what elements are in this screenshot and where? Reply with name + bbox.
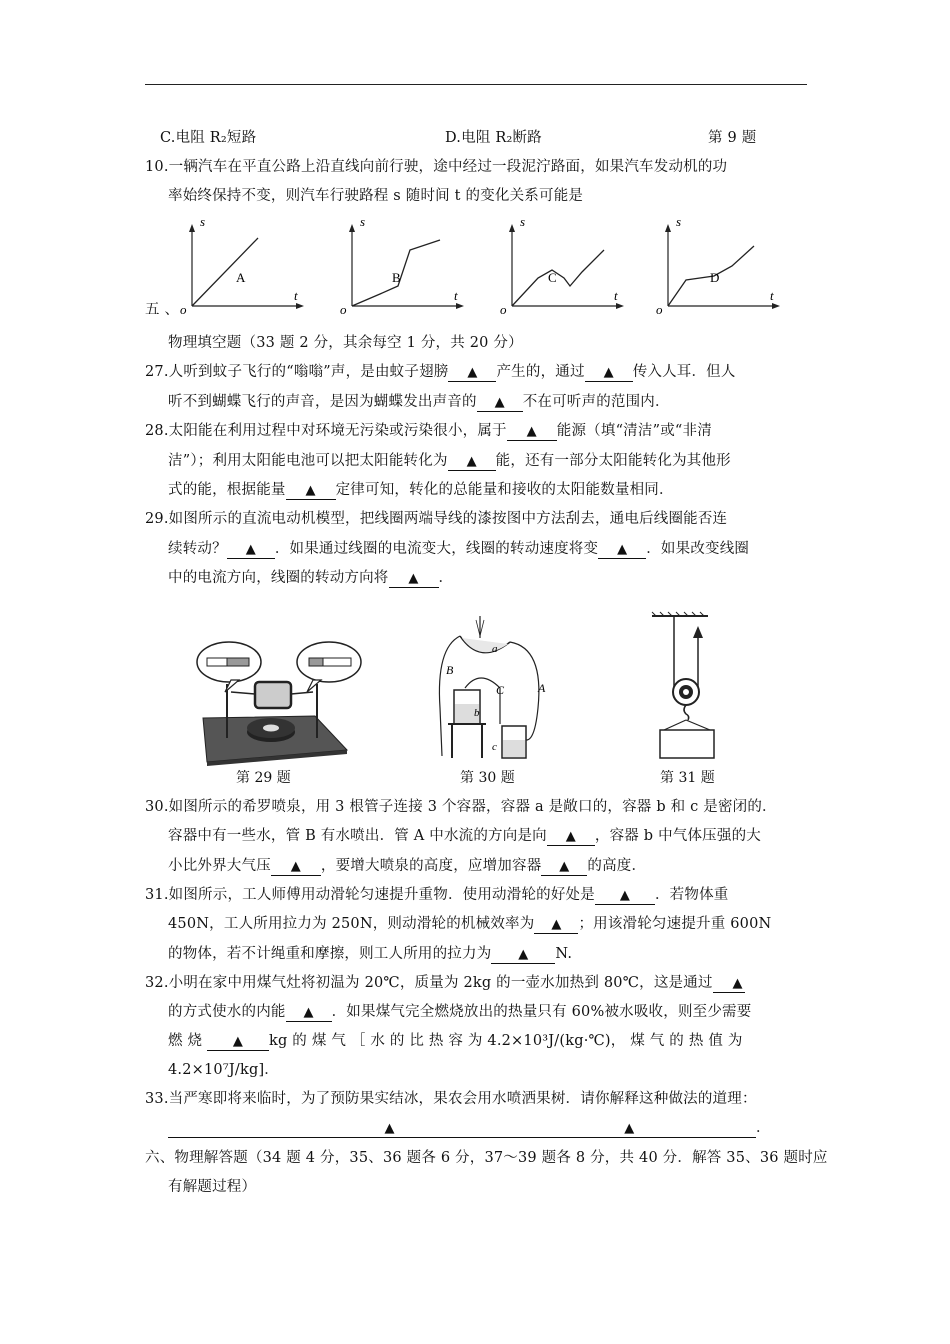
q33-line1: 33.当严寒即将来临时，为了预防果实结冰，果农会用水喷洒果树．请你解释这种做法的道理： [145, 1091, 757, 1107]
q30-line1: 30.如图所示的希罗喷泉，用 3 根管子连接 3 个容器，容器 a 是敞口的，容器 b 和 c 是密闭的． [145, 799, 777, 815]
fig30-label-c: c [492, 741, 497, 753]
q9-figure-label: 第 9 题 [708, 130, 757, 146]
q29-line1: 29.如图所示的直流电动机模型，把线圈两端导线的漆按图中方法刮去，通电后线圈能否连 [145, 511, 728, 527]
answer-blank: ▲ [303, 1005, 314, 1020]
q28-line1: 28.太阳能在利用过程中对环境无污染或污染很小，属于 ▲ 能源（填“清洁”或“非清 [145, 423, 712, 439]
answer-blank: ▲ [466, 454, 477, 469]
graph-origin-label: o [500, 302, 507, 317]
graph-y-label: s [200, 214, 206, 229]
q10-line1: 10.一辆汽车在平直公路上沿直线向前行驶，途中经过一段泥泞路面，如果汽车发动机的功 [145, 159, 728, 175]
answer-blank: ▲ [603, 365, 614, 380]
graph-x-label: t [614, 288, 618, 303]
answer-blank: ▲ [384, 1121, 395, 1136]
section6-line2: 有解题过程） [168, 1179, 257, 1195]
q28-line3: 式的能，根据能量 ▲ 定律可知，转化的总能量和接收的太阳能数量相同． [168, 482, 674, 498]
fig30-label-b: b [474, 707, 480, 719]
q28-line2: 洁”）；利用太阳能电池可以把太阳能转化为 ▲ 能，还有一部分太阳能转化为其他形 [168, 453, 731, 469]
graph-y-arrow [349, 224, 355, 232]
answer-blank: ▲ [619, 888, 631, 903]
graph-x-arrow [296, 303, 304, 309]
fig30-label-B: B [446, 663, 454, 677]
graph-origin-label: o [340, 302, 347, 317]
q9-option-c: C.电阻 R₂短路 [160, 130, 257, 146]
answer-blank: ▲ [408, 571, 419, 586]
q10-line2: 率始终保持不变，则汽车行驶路程 s 随时间 t 的变化关系可能是 [168, 188, 584, 204]
answer-blank: ▲ [526, 424, 537, 439]
q31-line2: 450N，工人所用拉力为 250N，则动滑轮的机械效率为 ▲ ；用该滑轮匀速提升重 600N [168, 916, 772, 932]
fig31-pulley-diagram [648, 612, 728, 762]
graph-option-label: D [710, 270, 720, 285]
q29-line3: 中的电流方向，线圈的转动方向将 ▲ ． [168, 570, 454, 586]
q31-line3: 的物体，若不计绳重和摩擦，则工人所用的拉力为 ▲ N. [168, 946, 573, 962]
graph-y-label: s [360, 214, 366, 229]
q30-line2: 容器中有一些水，管 B 有水喷出．管 A 中水流的方向是向 ▲ ，容器 b 中气体压强的大 [168, 828, 761, 844]
fig29-motor-diagram [195, 640, 365, 765]
answer-blank: ▲ [518, 947, 529, 962]
q27-line1: 27.人听到蚊子飞行的“嗡嗡”声，是由蚊子翅膀 ▲ 产生的，通过 ▲ 传入人耳．但人 [145, 364, 736, 380]
q30-line3: 小比外界大气压 ▲ ，要增大喷泉的高度，应增加容器 ▲ 的高度． [168, 858, 647, 874]
answer-blank: ▲ [494, 395, 505, 410]
graph-option-label: C [548, 270, 557, 285]
q32-line4: 4.2×10⁷J/kg]． [168, 1062, 279, 1078]
graph-y-arrow [509, 224, 515, 232]
q10-graphs [0, 0, 950, 330]
answer-blank: ▲ [624, 1121, 635, 1136]
graph-x-arrow [772, 303, 780, 309]
answer-blank: ▲ [290, 859, 301, 874]
q33-answer-line: ▲ ▲ ． [168, 1118, 771, 1138]
fig30-label-A: A [538, 681, 546, 695]
fig30-label-a: a [492, 643, 498, 655]
graph-origin-label: o [180, 302, 187, 317]
answer-blank: ▲ [232, 1034, 244, 1049]
section6-line1: 六、物理解答题（34 题 4 分，35、36 题各 6 分，37～39 题各 8 分，共 40 分．解答 35、36 题时应 [145, 1150, 828, 1166]
answer-blank: ▲ [732, 976, 743, 991]
fig30-label-C: C [496, 683, 505, 697]
q32-line2: 的方式使水的内能 ▲ ．如果煤气完全燃烧放出的热量只有 60%被水吸收，则至少需要 [168, 1004, 752, 1020]
answer-blank: ▲ [467, 365, 478, 380]
answer-blank: ▲ [617, 542, 628, 557]
q31-line1: 31.如图所示，工人师傅用动滑轮匀速提升重物．使用动滑轮的好处是 ▲ ．若物体重 [145, 887, 729, 903]
graph-curve [512, 250, 604, 306]
graph-option-label: A [236, 270, 246, 285]
fig30-caption: 第 30 题 [460, 770, 515, 786]
q9-option-d: D.电阻 R₂断路 [445, 130, 542, 146]
graph-y-label: s [676, 214, 682, 229]
graph-x-label: t [454, 288, 458, 303]
graph-y-arrow [665, 224, 671, 232]
answer-blank: ▲ [565, 829, 576, 844]
answer-blank: ▲ [551, 917, 562, 932]
answer-blank: ▲ [559, 859, 570, 874]
graph-origin-label: o [656, 302, 663, 317]
q32-line3: 燃 烧 ▲ kg 的 煤 气 ［ 水 的 比 热 容 为 4.2×10³J/(kg·℃)， 煤 气 的 热 值 为 [168, 1033, 743, 1049]
fig31-caption: 第 31 题 [660, 770, 715, 786]
graph-y-label: s [520, 214, 526, 229]
section5-title: 物理填空题（33 题 2 分，其余每空 1 分，共 20 分） [168, 335, 523, 351]
q27-line2: 听不到蝴蝶飞行的声音，是因为蝴蝶发出声音的 ▲ 不在可听声的范围内． [168, 394, 670, 410]
q32-line1: 32.小明在家中用煤气灶将初温为 20℃，质量为 2kg 的一壶水加热到 80℃，这是通过 ▲ [145, 975, 743, 991]
section5-prefix: 五 、 [145, 302, 180, 318]
graph-x-arrow [616, 303, 624, 309]
graph-curve [192, 238, 258, 306]
answer-blank: ▲ [245, 542, 256, 557]
fig29-caption: 第 29 题 [236, 770, 291, 786]
fig30-heron-fountain-diagram [430, 608, 560, 768]
graph-x-label: t [770, 288, 774, 303]
graph-y-arrow [189, 224, 195, 232]
graph-x-arrow [456, 303, 464, 309]
q29-line2: 续转动？ ▲ ．如果通过线圈的电流变大，线圈的转动速度将变 ▲ ．如果改变线圈 [168, 541, 750, 557]
graph-x-label: t [294, 288, 298, 303]
graph-option-label: B [392, 270, 401, 285]
answer-blank: ▲ [305, 483, 316, 498]
